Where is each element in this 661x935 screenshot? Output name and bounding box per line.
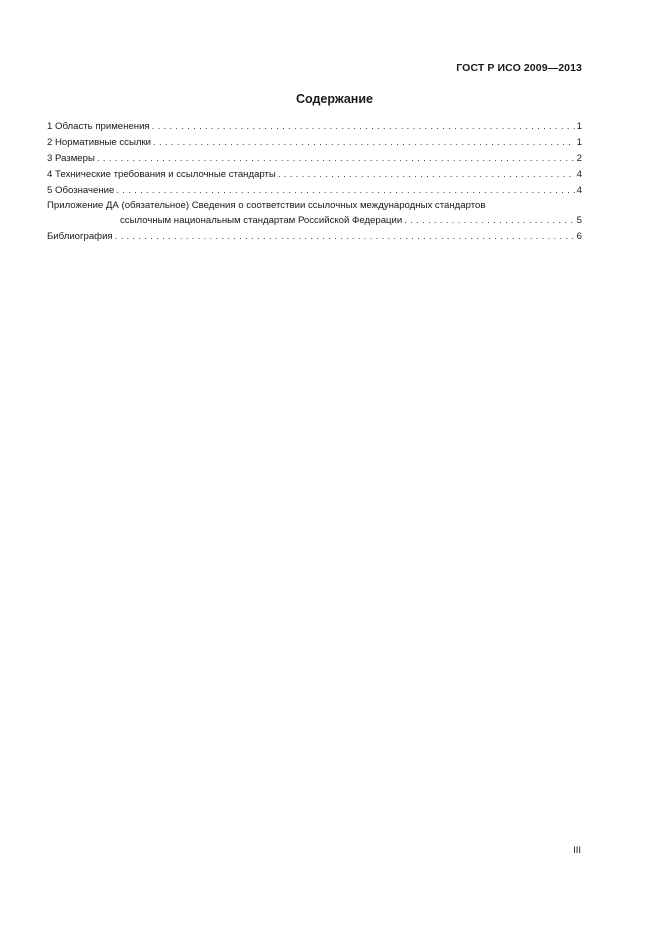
toc-leader-dots (97, 151, 575, 167)
toc-entry-label: 3 Размеры (47, 153, 95, 164)
toc-title: Содержание (295, 92, 373, 106)
toc-entry-technical-requirements[interactable] (47, 167, 582, 183)
toc-entry-normative-references[interactable] (47, 135, 582, 151)
toc-entry-label: 2 Нормативные ссылки (47, 137, 152, 148)
toc-leader-dots (115, 229, 575, 245)
toc-leader-dots (116, 183, 574, 199)
page-number: III (573, 845, 581, 856)
toc-entry-page: 1 (576, 121, 582, 132)
toc-entry-designation[interactable] (47, 183, 582, 199)
toc-entry-label: 4 Технические требования и ссылочные стандарты (47, 169, 276, 180)
toc-entry-appendix-da[interactable] (47, 199, 582, 229)
toc-entry-page: 4 (576, 185, 582, 196)
toc-entry-page: 2 (576, 153, 582, 164)
toc-entry-scope[interactable] (47, 119, 582, 135)
toc-leader-dots (278, 167, 575, 183)
toc-entry-label: 5 Обозначение (47, 185, 115, 196)
toc-leader-dots (152, 119, 575, 135)
toc-entry-page: 5 (576, 215, 582, 226)
toc-leader-dots (153, 135, 575, 151)
toc-entry-page: 6 (576, 231, 582, 242)
table-of-contents (47, 119, 582, 245)
toc-entry-page: 1 (576, 137, 582, 148)
toc-entry-label: Библиография (47, 231, 113, 242)
toc-leader-dots (404, 213, 574, 229)
toc-entry-page: 4 (576, 169, 582, 180)
toc-entry-dimensions[interactable] (47, 151, 582, 167)
document-standard-code: ГОСТ Р ИСО 2009—2013 (456, 62, 582, 74)
toc-entry-label: Приложение ДА (обязательное) Сведения о соответствии ссылочных международных стандартов (47, 200, 486, 211)
toc-entry-bibliography[interactable] (47, 229, 582, 245)
toc-entry-label: 1 Область применения (47, 121, 150, 132)
toc-entry-label-continuation: ссылочным национальным стандартам Российской Федерации (120, 215, 403, 226)
